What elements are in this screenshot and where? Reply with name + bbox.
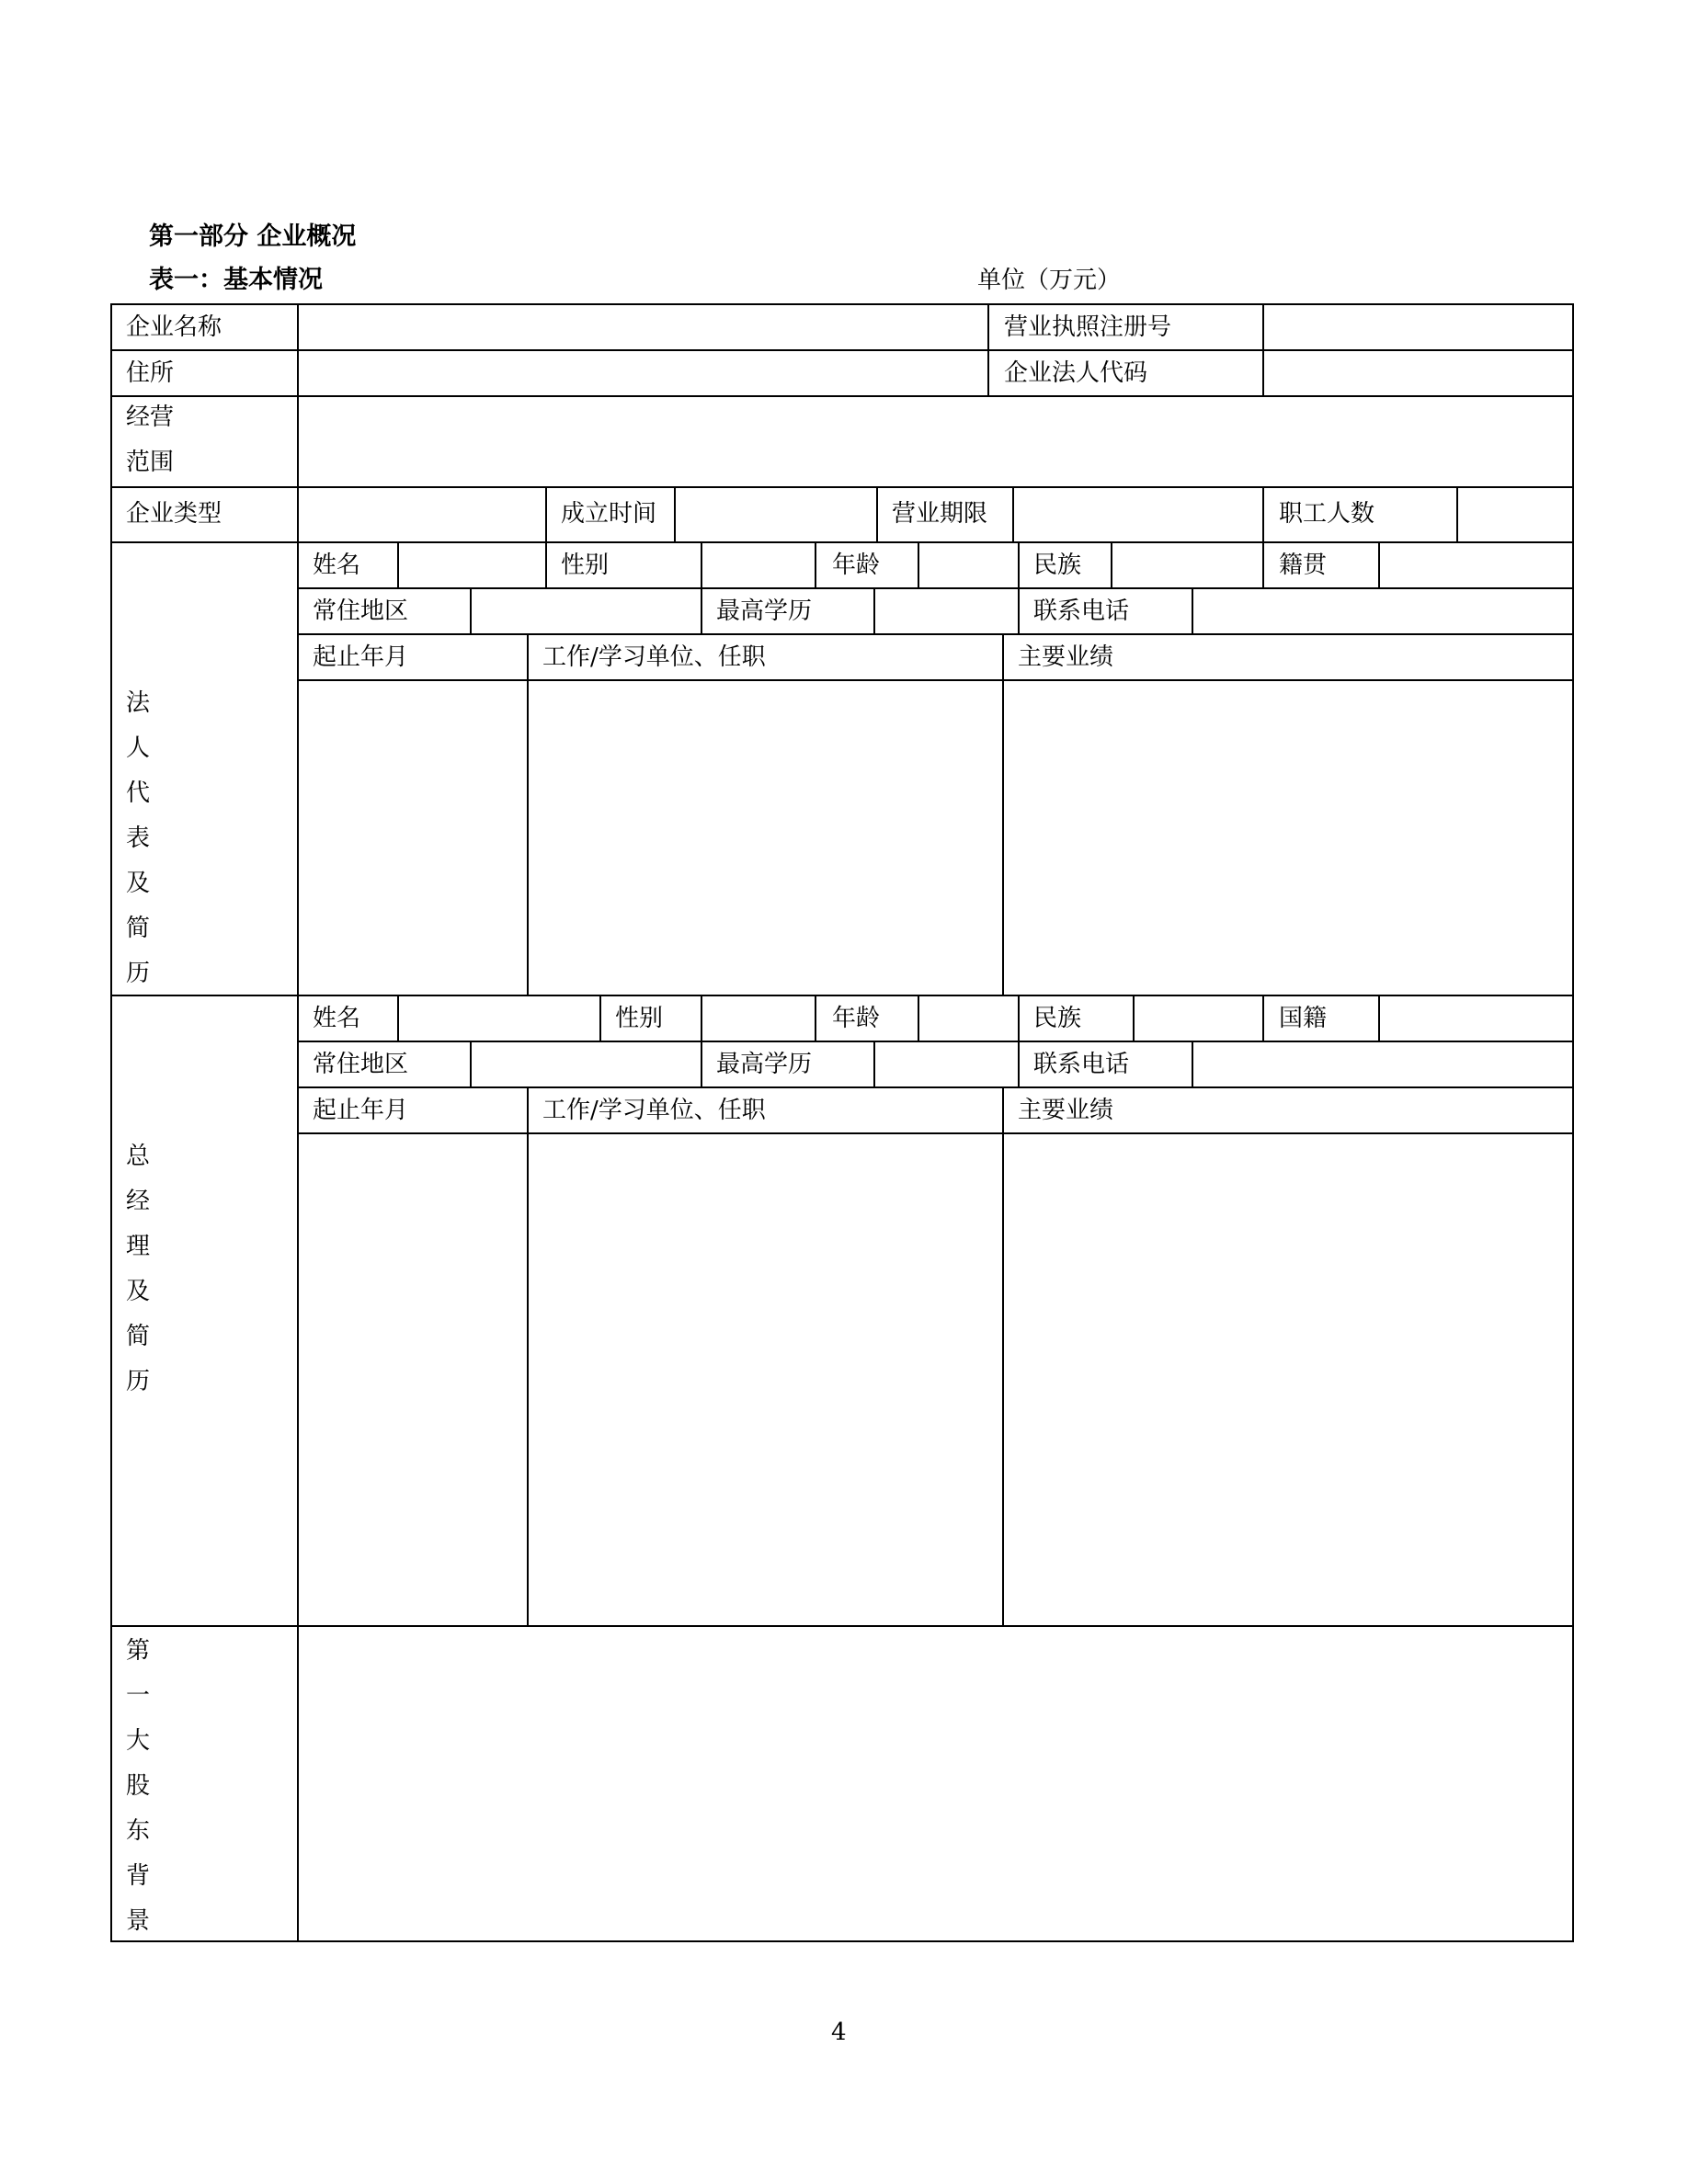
gm-age-field[interactable] <box>919 996 1018 1041</box>
shareholder-background-area[interactable] <box>299 1627 1572 1940</box>
gm-label-period: 起止年月 <box>313 1097 409 1124</box>
gm-label-ethnicity: 民族 <box>1033 1005 1082 1032</box>
gm-gender-field[interactable] <box>702 996 815 1041</box>
legal-rep-education-field[interactable] <box>875 589 1018 633</box>
gm-label-gender: 性别 <box>615 1005 664 1032</box>
legal-rep-label-ethnicity: 民族 <box>1033 552 1082 579</box>
legal-rep-label-work: 工作/学习单位、任职 <box>542 643 766 671</box>
page-number: 4 <box>831 2019 847 2046</box>
staff-count-field[interactable] <box>1458 488 1572 541</box>
gm-label-work: 工作/学习单位、任职 <box>542 1097 766 1124</box>
gm-ethnicity-field[interactable] <box>1135 996 1262 1041</box>
label-founded-date: 成立时间 <box>561 500 657 528</box>
legal-rep-name-field[interactable] <box>399 543 545 587</box>
legal-rep-label-phone: 联系电话 <box>1033 597 1130 625</box>
table-title: 表一：基本情况 <box>149 266 323 294</box>
gm-phone-field[interactable] <box>1193 1042 1572 1086</box>
gm-education-field[interactable] <box>875 1042 1018 1086</box>
company-name-field[interactable] <box>299 305 987 349</box>
section-title: 第一部分 企业概况 <box>149 222 357 251</box>
legal-rep-age-field[interactable] <box>919 543 1018 587</box>
gm-work-area[interactable] <box>529 1134 1002 1625</box>
label-company-name: 企业名称 <box>126 313 222 341</box>
legal-rep-label-period: 起止年月 <box>313 643 409 671</box>
label-scope-line1: 经营 <box>126 404 175 431</box>
business-term-field[interactable] <box>1014 488 1262 541</box>
gm-label-achievements: 主要业绩 <box>1018 1097 1114 1124</box>
legal-rep-achievements-area[interactable] <box>1004 681 1572 995</box>
founded-date-field[interactable] <box>676 488 876 541</box>
gm-name-field[interactable] <box>399 996 599 1041</box>
legal-rep-label-education: 最高学历 <box>716 597 813 625</box>
legal-rep-phone-field[interactable] <box>1193 589 1572 633</box>
general-manager-side-label: 总 经 理 及 简 历 <box>126 1143 151 1395</box>
enterprise-type-field[interactable] <box>299 488 545 541</box>
label-business-term: 营业期限 <box>892 500 988 528</box>
gm-label-age: 年龄 <box>832 1005 881 1032</box>
license-number-field[interactable] <box>1264 305 1572 349</box>
legal-rep-ethnicity-field[interactable] <box>1112 543 1262 587</box>
legal-rep-gender-field[interactable] <box>702 543 815 587</box>
address-field[interactable] <box>299 351 987 395</box>
gm-label-phone: 联系电话 <box>1033 1051 1130 1078</box>
legal-rep-label-gender: 性别 <box>561 552 610 579</box>
legal-rep-label-name: 姓名 <box>313 552 361 579</box>
legal-rep-residence-field[interactable] <box>472 589 701 633</box>
gm-label-residence: 常住地区 <box>313 1051 409 1078</box>
legal-rep-work-area[interactable] <box>529 681 1002 995</box>
legal-rep-side-label: 法 人 代 表 及 简 历 <box>126 689 151 987</box>
business-scope-field[interactable] <box>299 397 1572 486</box>
gm-residence-field[interactable] <box>472 1042 701 1086</box>
legal-rep-label-achievements: 主要业绩 <box>1018 643 1114 671</box>
label-license-number: 营业执照注册号 <box>1004 313 1172 341</box>
label-staff-count: 职工人数 <box>1279 500 1375 528</box>
legal-rep-native-field[interactable] <box>1380 543 1572 587</box>
legal-code-field[interactable] <box>1264 351 1572 395</box>
shareholder-side-label: 第 一 大 股 东 背 景 <box>126 1637 151 1935</box>
gm-label-nationality: 国籍 <box>1279 1005 1328 1032</box>
legal-rep-period-area[interactable] <box>299 681 527 995</box>
label-enterprise-type: 企业类型 <box>126 500 222 528</box>
label-legal-code: 企业法人代码 <box>1004 359 1148 387</box>
legal-rep-label-residence: 常住地区 <box>313 597 409 625</box>
legal-rep-label-age: 年龄 <box>832 552 881 579</box>
gm-achievements-area[interactable] <box>1004 1134 1572 1625</box>
label-address: 住所 <box>126 359 175 387</box>
gm-label-name: 姓名 <box>313 1005 361 1032</box>
unit-label: 单位（万元） <box>977 267 1122 294</box>
legal-rep-label-native: 籍贯 <box>1279 552 1328 579</box>
gm-period-area[interactable] <box>299 1134 527 1625</box>
gm-label-education: 最高学历 <box>716 1051 813 1078</box>
label-scope-line2: 范围 <box>126 449 175 476</box>
gm-nationality-field[interactable] <box>1380 996 1572 1041</box>
